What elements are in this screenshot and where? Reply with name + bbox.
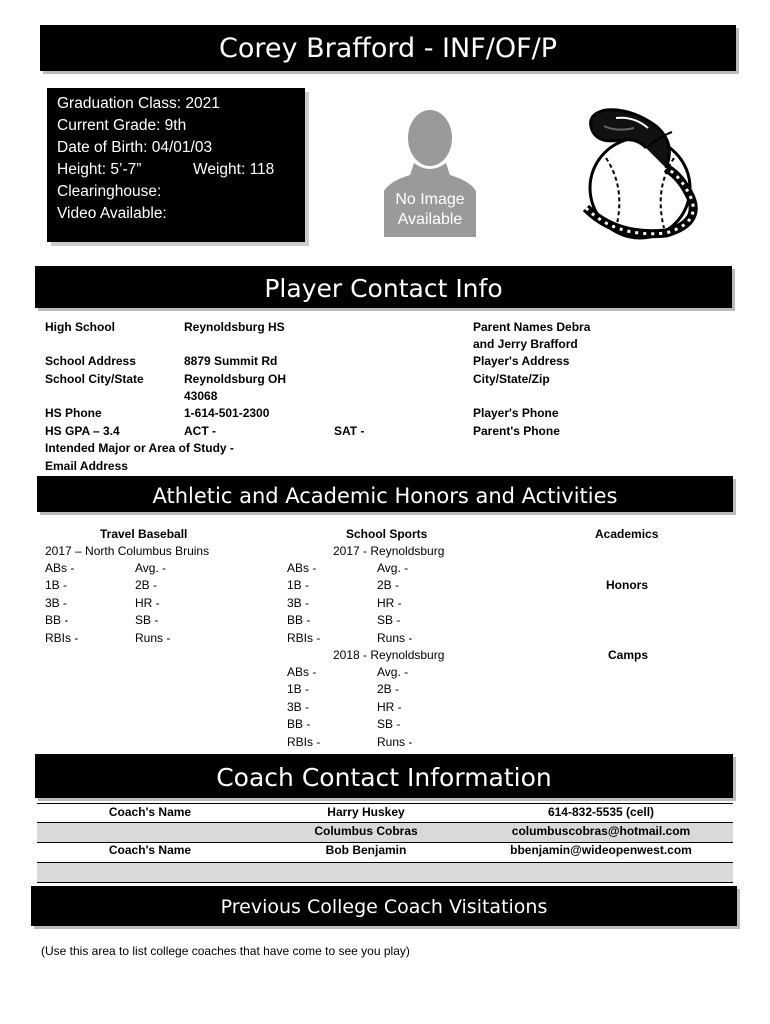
coach-email[interactable]: columbuscobras@hotmail.com (511, 824, 691, 838)
stat-item: Avg. - (377, 665, 409, 679)
stat-item: RBIs - (287, 630, 321, 645)
travel-team: 2017 – North Columbus Bruins (45, 544, 210, 558)
parent-names-2: and Jerry Brafford (473, 337, 578, 351)
no-image-text-1: No Image (395, 191, 465, 208)
stat-item: 2B - (377, 578, 400, 593)
video-available: Video Available: (57, 205, 167, 222)
sat-score: SAT - (334, 424, 365, 438)
stat-item: HR - (135, 595, 160, 610)
camps-heading: Camps (608, 648, 649, 662)
stat-item: Avg. - (377, 561, 409, 575)
coach-name-label: Coach's Name (108, 843, 192, 857)
stat-item: ABs - (287, 561, 317, 575)
parent-names-1: Parent Names Debra (473, 320, 591, 334)
honors-title: Athletic and Academic Honors and Activities (152, 484, 618, 508)
player-address: Player's Address (473, 354, 570, 368)
coach-name: Bob Benjamin (325, 843, 407, 857)
stat-item: BB - (287, 613, 311, 628)
hs-phone-label: HS Phone (45, 406, 102, 420)
intended-major: Intended Major or Area of Study - (45, 441, 234, 455)
height: Height: 5’-7” (57, 161, 142, 178)
player-contact-title: Player Contact Info (264, 274, 503, 303)
school-team-2018: 2018 - Reynoldsburg (333, 648, 445, 662)
school-address-value: 8879 Summit Rd (184, 354, 278, 368)
player-phone: Player's Phone (473, 406, 559, 420)
stat-item: Runs - (135, 630, 171, 645)
no-image-text-2: Available (397, 211, 463, 228)
weight: Weight: 118 (193, 161, 275, 178)
school-sports-heading: School Sports (346, 527, 428, 541)
city-state-zip: City/State/Zip (473, 372, 550, 386)
stat-item: SB - (377, 613, 401, 628)
stat-item: 1B - (45, 578, 68, 593)
player-contact-banner (35, 266, 732, 308)
stat-item: Runs - (377, 630, 413, 645)
travel-baseball-heading: Travel Baseball (100, 527, 188, 541)
stat-item: BB - (287, 717, 311, 732)
stat-item: 2B - (135, 578, 158, 593)
player-info-box (47, 88, 305, 242)
academics-heading: Academics (595, 527, 659, 541)
email-address: Email Address (45, 459, 128, 473)
stat-item: 3B - (45, 595, 68, 610)
coach-email[interactable]: bbenjamin@wideopenwest.com (510, 843, 692, 857)
current-grade: Current Grade: 9th (57, 117, 187, 134)
high-school-label: High School (45, 320, 115, 334)
stat-item: 3B - (287, 699, 310, 714)
coach-name-label: Coach's Name (108, 805, 192, 819)
stat-item: 1B - (287, 682, 310, 697)
stat-item: BB - (45, 613, 69, 628)
high-school-value: Reynoldsburg HS (184, 320, 285, 334)
visits-banner (31, 886, 737, 926)
stat-item: RBIs - (45, 630, 79, 645)
stat-item: Avg. - (135, 561, 167, 575)
stat-item: HR - (377, 595, 402, 610)
hs-phone-value: 1-614-501-2300 (184, 406, 270, 420)
hs-gpa: HS GPA – 3.4 (45, 424, 120, 438)
stat-item: ABs - (45, 561, 75, 575)
stat-item: SB - (135, 613, 159, 628)
graduation-class: Graduation Class: 2021 (57, 95, 220, 112)
stat-item: 1B - (287, 578, 310, 593)
visits-note: (Use this area to list college coaches that have come to see you play) (41, 944, 410, 958)
coach-contact-banner (35, 754, 733, 798)
coach-row-shaded (37, 862, 733, 883)
coach-name: Harry Huskey (327, 805, 405, 819)
clearinghouse: Clearinghouse: (57, 183, 162, 200)
honors-heading: Honors (606, 578, 648, 592)
page-title: Corey Brafford - INF/OF/P (219, 33, 557, 64)
coach-team: Columbus Cobras (314, 824, 418, 838)
stat-item: Runs - (377, 734, 413, 749)
cobra-baseball-logo (576, 88, 706, 246)
stat-item: SB - (377, 717, 401, 732)
parent-phone: Parent's Phone (473, 424, 560, 438)
date-of-birth: Date of Birth: 04/01/03 (57, 139, 213, 156)
stat-item: 2B - (377, 682, 400, 697)
coach-phone: 614-832-5535 (cell) (547, 805, 655, 819)
honors-banner (37, 476, 733, 512)
stat-item: ABs - (287, 665, 317, 679)
act-score: ACT - (184, 424, 216, 438)
page-title-banner (40, 25, 736, 71)
stat-item: HR - (377, 699, 402, 714)
player-photo-placeholder (384, 105, 476, 237)
school-team-2017: 2017 - Reynoldsburg (333, 544, 445, 558)
school-city-label: School City/State (45, 372, 144, 386)
school-city-value-1: Reynoldsburg OH (184, 372, 287, 386)
stat-item: 3B - (287, 595, 310, 610)
stat-item: RBIs - (287, 734, 321, 749)
school-address-label: School Address (45, 354, 136, 368)
coach-contact-title: Coach Contact Information (216, 763, 552, 792)
visits-title: Previous College Coach Visitations (220, 896, 548, 918)
school-city-value-2: 43068 (184, 389, 218, 403)
